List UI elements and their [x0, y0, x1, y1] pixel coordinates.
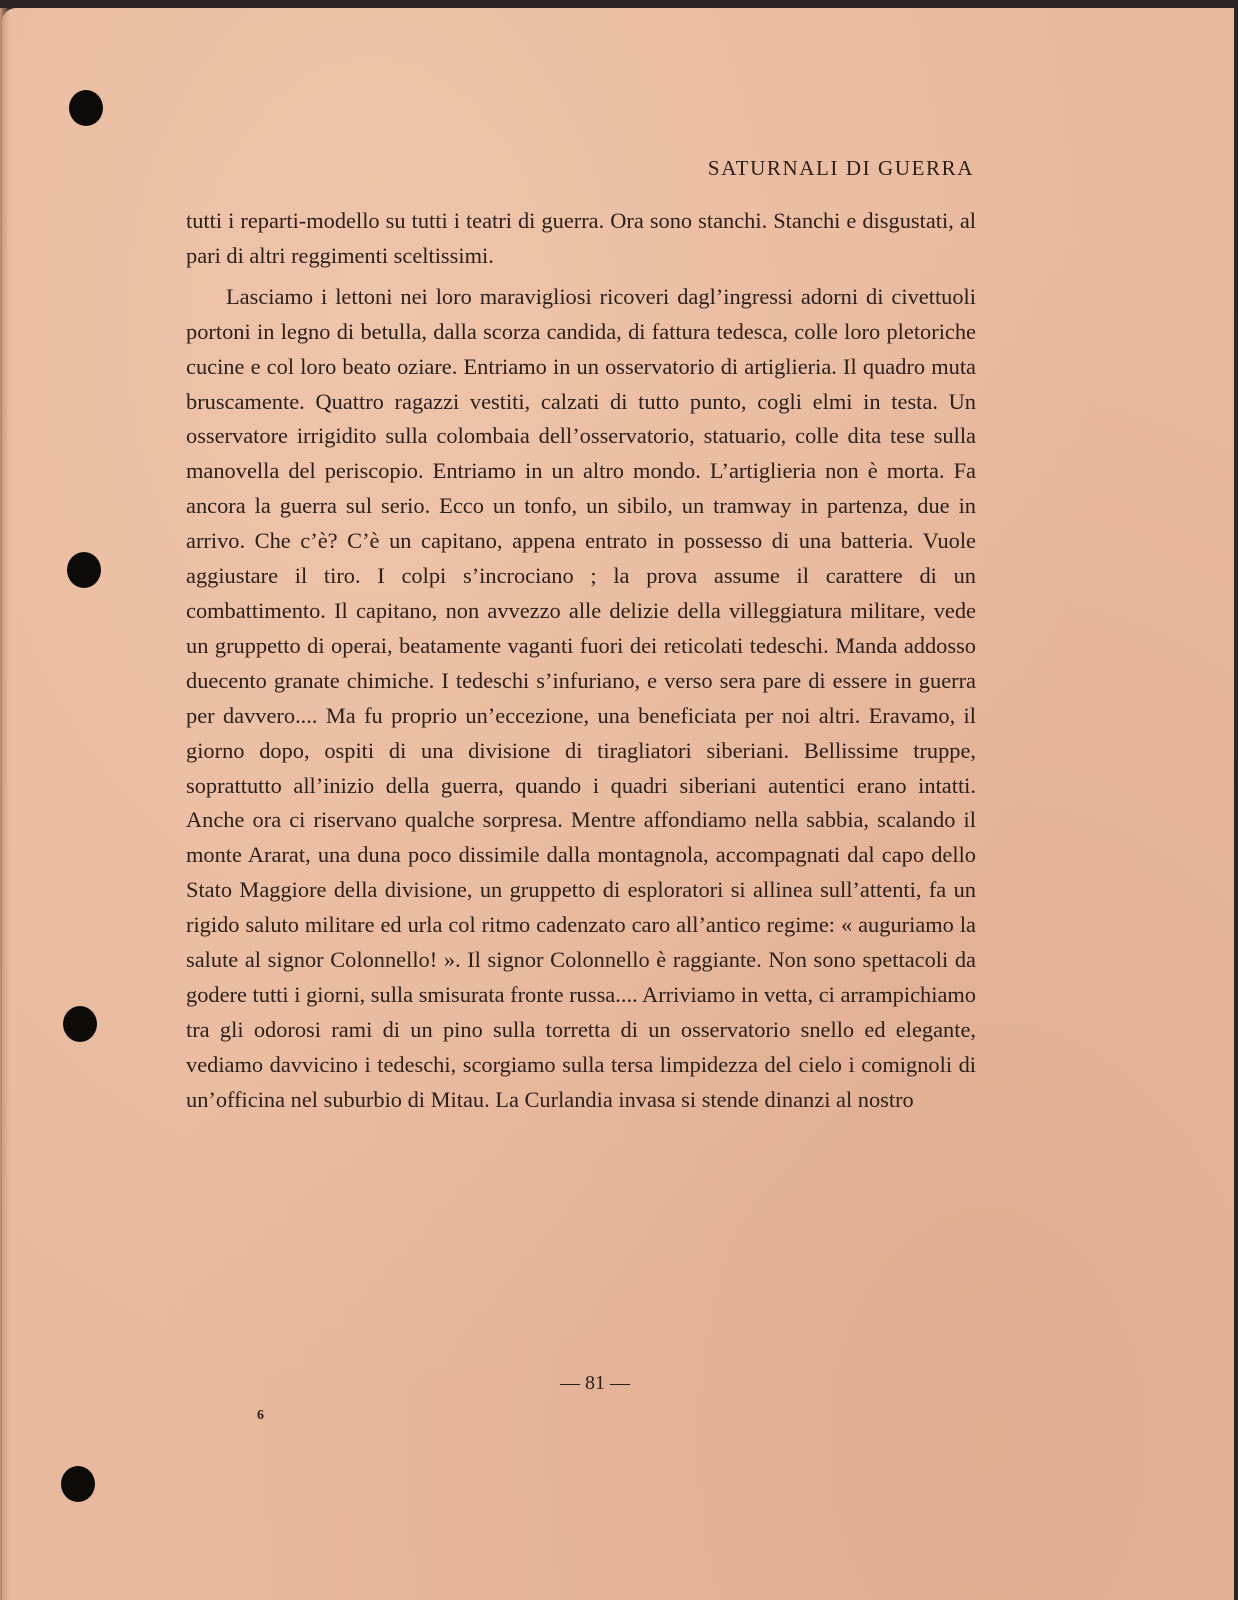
running-head: SATURNALI DI GUERRA	[707, 156, 974, 180]
body-text	[186, 204, 976, 1118]
page-left-edge	[0, 8, 10, 1600]
binder-hole-2	[67, 552, 101, 588]
paragraph-1: tutti i reparti-modello su tutti i teatri di guerra. Ora sono stanchi. Stanchi e disgustati, al pari di altri reggimenti sceltissimi.	[186, 208, 976, 268]
paragraph-2: Lasciamo i lettoni nei loro maravigliosi ricoveri dagl’ingressi adorni di civettuoli portoni in legno di betulla, dalla scorza candida, di fattura tedesca, colle loro pletoriche cucine e col loro beato oziare. Entriamo in un osservatorio di artiglieria. Il quadro muta bruscamente. Quattro ragazzi vestiti, calzati di tutto punto, cogli elmi in testa. Un osservatore irrigidito sulla colombaia dell’osservatorio, statuario, colle dita tese sulla manovella del periscopio. Entriamo in un altro mondo. L’artiglieria non è morta. Fa ancora la guerra sul serio. Ecco un tonfo, un sibilo, un tramway in partenza, due in arrivo. Che c’è? C’è un capitano, appena entrato in possesso di una batteria. Vuole aggiustare il tiro. I colpi s’incrociano ; la prova assume il carattere di un combattimento. Il capitano, non avvezzo alle delizie della villeggiatura militare, vede un gruppetto di operai, beatamente vaganti fuori dei reticolati tedeschi. Manda addosso duecento granate chimiche. I tedeschi s’infuriano, e verso sera pare di essere in guerra per davvero.... Ma fu proprio un’eccezione, una beneficiata per noi altri. Eravamo, il giorno dopo, ospiti di una divisione di tiragliatori siberiani. Bellissime truppe, soprattutto all’inizio della guerra, quando i quadri siberiani autentici erano intatti. Anche ora ci riservano qualche sorpresa. Mentre affondiamo nella sabbia, scalando il monte Ararat, una duna poco dissimile dalla montagnola, accompagnati dal capo dello Stato Maggiore della divisione, un gruppetto di esploratori si allinea sull’attenti, fa un rigido saluto militare ed urla col ritmo cadenzato caro all’antico regime: « auguriamo la salute al signor Colonnello! ». Il signor Colonnello è raggiante. Non sono spettacoli da godere tutti i giorni, sulla smisurata fronte russa.... Arriviamo in vetta, ci arrampichiamo tra gli odorosi rami di un pino sulla torretta di un osservatorio snello ed elegante, vediamo davvicino i tedeschi, scorgiamo sulla tersa limpidezza del cielo i comignoli di un’officina nel suburbio di Mitau. La Curlandia invasa si stende dinanzi al nostro	[186, 283, 976, 1112]
signature-mark: 6	[257, 1408, 264, 1423]
binder-hole-4	[61, 1466, 95, 1502]
binder-hole-3	[63, 1006, 97, 1042]
page-number: — 81 —	[560, 1372, 630, 1394]
binder-hole-1	[69, 90, 103, 126]
